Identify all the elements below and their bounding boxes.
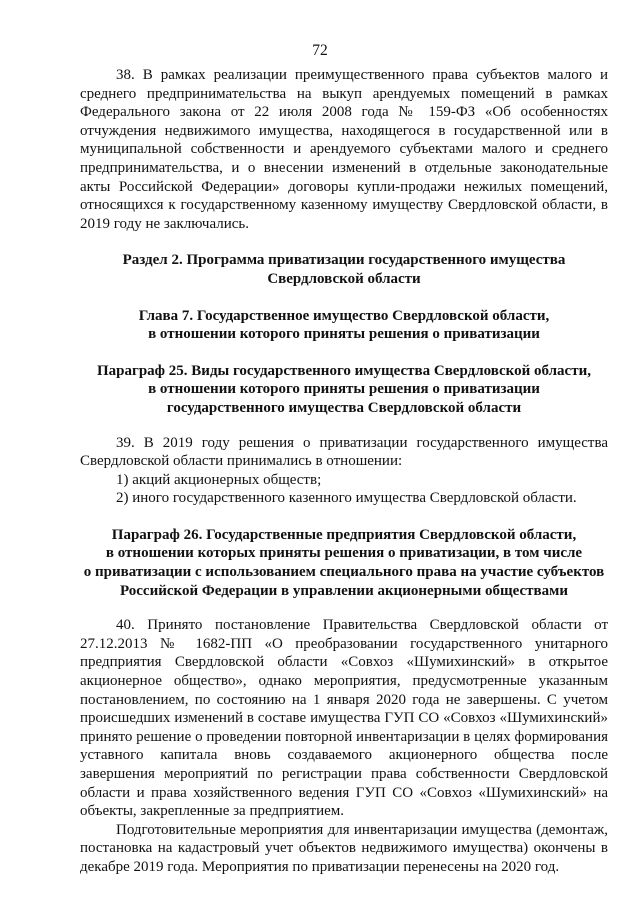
paragraph-40: 40. Принято постановление Правительства Свердловской области от 27.12.2013 № 1682-ПП «О преобразовании государственного унитарного предприятия Свердловской области «Совхоз «Шумихинский» в открытое акционерное общество», однако мероприятия, предусмотренные указанным постановлением, по состоянию на 1 января 2020 года не завершены. С учетом происшедших изменений в составе имущества ГУП СО «Совхоз «Шумихинский» принято решение о проведении повторной инвентаризации в целях формирования уставного капитала вновь создаваемого акционерного общества после завершения мероприятий по регистрации права собственности Свердловской области и права хозяйственного ведения ГУП СО «Совхоз «Шумихинский» на объекты, закрепленные за предприятием.	[80, 617, 608, 820]
list-item: 1) акций акционерных обществ;	[116, 471, 322, 488]
section-2-heading-line-1: Раздел 2. Программа приватизации государственного имущества	[122, 252, 566, 269]
paragraph-25-heading-line-1: Параграф 25. Виды государственного имущества Свердловской области,	[97, 362, 591, 379]
paragraph-26-heading-line-3: о приватизации с использованием специального права на участие субъектов	[83, 564, 605, 581]
paragraph-40-continued: Подготовительные мероприятия для инвентаризации имущества (демонтаж, постановка на кадастровый учет объектов недвижимого имущества) окончены в декабре 2019 года. Мероприятия по приватизации перенесены на 2020 год.	[80, 821, 608, 875]
paragraph-39: 39. В 2019 году решения о приватизации государственного имущества Свердловской области принимались в отношении:	[80, 434, 608, 470]
paragraph-26-heading-line-1: Параграф 26. Государственные предприятия Свердловской области,	[111, 526, 577, 543]
paragraph-25-heading-line-2: в отношении которого приняты решения о приватизации	[148, 381, 540, 398]
paragraph-25-heading	[80, 362, 608, 418]
paragraph-26-heading-line-4: Российской Федерации в управлении акционерными обществами	[119, 582, 568, 599]
paragraph-26-heading	[80, 526, 608, 600]
paragraph-26-heading-line-2: в отношении которых приняты решения о приватизации, в том числе	[105, 545, 583, 562]
chapter-7-heading-line-1: Глава 7. Государственное имущество Свердловской области,	[138, 307, 550, 324]
document-body	[80, 66, 608, 877]
list-item: 2) иного государственного казенного имущества Свердловской области.	[116, 490, 577, 507]
chapter-7-heading-line-2: в отношении которого приняты решения о приватизации	[148, 326, 540, 343]
paragraph-38: 38. В рамках реализации преимущественного права субъектов малого и среднего предпринимательства на выкуп арендуемых помещений в рамках Федерального закона от 22 июля 2008 года № 159-ФЗ «Об особенностях отчуждения недвижимого имущества, находящегося в государственной или в муниципальной собственности и арендуемого субъектами малого и среднего предпринимательства, и о внесении изменений в отдельные законодательные акты Российской Федерации» договоры купли-продажи нежилых помещений, относящихся к государственному казенному имуществу Свердловской области, в 2019 году не заключались.	[80, 67, 608, 232]
chapter-7-heading	[80, 307, 608, 344]
page-number: 72	[312, 42, 328, 59]
section-2-heading	[80, 251, 608, 288]
paragraph-25-heading-line-3: государственного имущества Свердловской области	[166, 399, 522, 416]
section-2-heading-line-2: Свердловской области	[267, 270, 421, 287]
